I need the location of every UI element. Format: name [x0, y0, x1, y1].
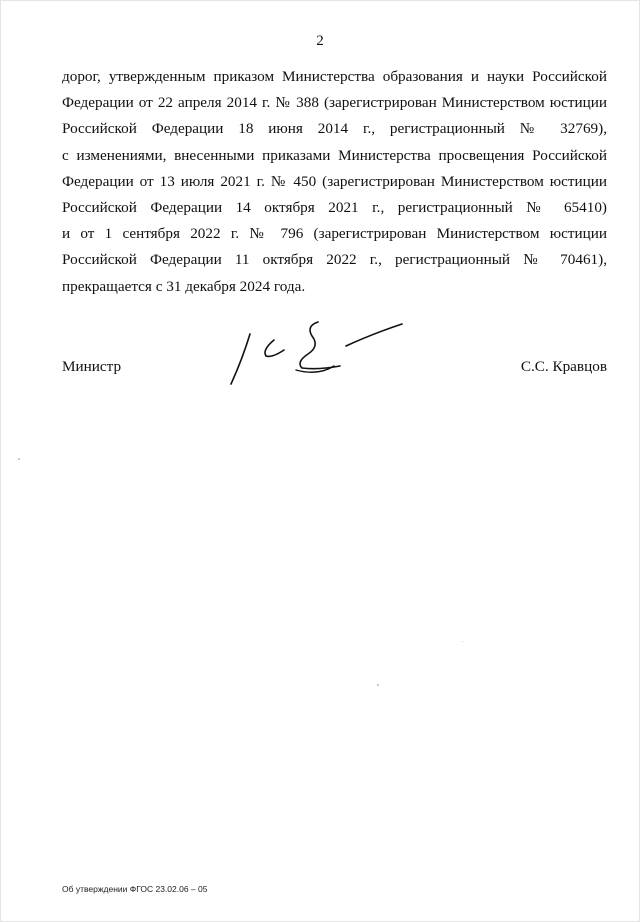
body-line: Российской Федерации 11 октября 2022 г., регистрационный № 70461),: [62, 251, 607, 269]
body-line: Федерации от 13 июля 2021 г. № 450 (зарегистрирован Министерством юстиции: [62, 172, 607, 190]
body-text: [62, 64, 607, 300]
body-line: Федерации от 22 апреля 2014 г. № 388 (зарегистрирован Министерством юстиции: [62, 94, 607, 112]
signatory-name: С.С. Кравцов: [520, 358, 607, 375]
body-line: Российской Федерации 14 октября 2021 г., регистрационный № 65410): [62, 199, 607, 217]
signatory-title: Министр: [62, 358, 122, 375]
body-line: дорог, утвержденным приказом Министерства образования и науки Российской: [62, 68, 607, 85]
body-line: и от 1 сентября 2022 г. № 796 (зарегистрирован Министерством юстиции: [62, 225, 607, 243]
body-line: Российской Федерации 18 июня 2014 г., регистрационный № 32769),: [62, 120, 607, 138]
body-line-last: прекращается с 31 декабря 2024 года.: [62, 277, 306, 295]
page-number: 2: [316, 33, 324, 49]
scan-speck: [462, 641, 463, 642]
scan-speck: [377, 684, 379, 686]
scan-speck: [18, 458, 20, 460]
handwritten-signature: [222, 320, 412, 390]
body-line: с изменениями, внесенными приказами Министерства просвещения Российской: [62, 146, 607, 164]
footer-note: Об утверждении ФГОС 23.02.06 – 05: [62, 884, 208, 894]
